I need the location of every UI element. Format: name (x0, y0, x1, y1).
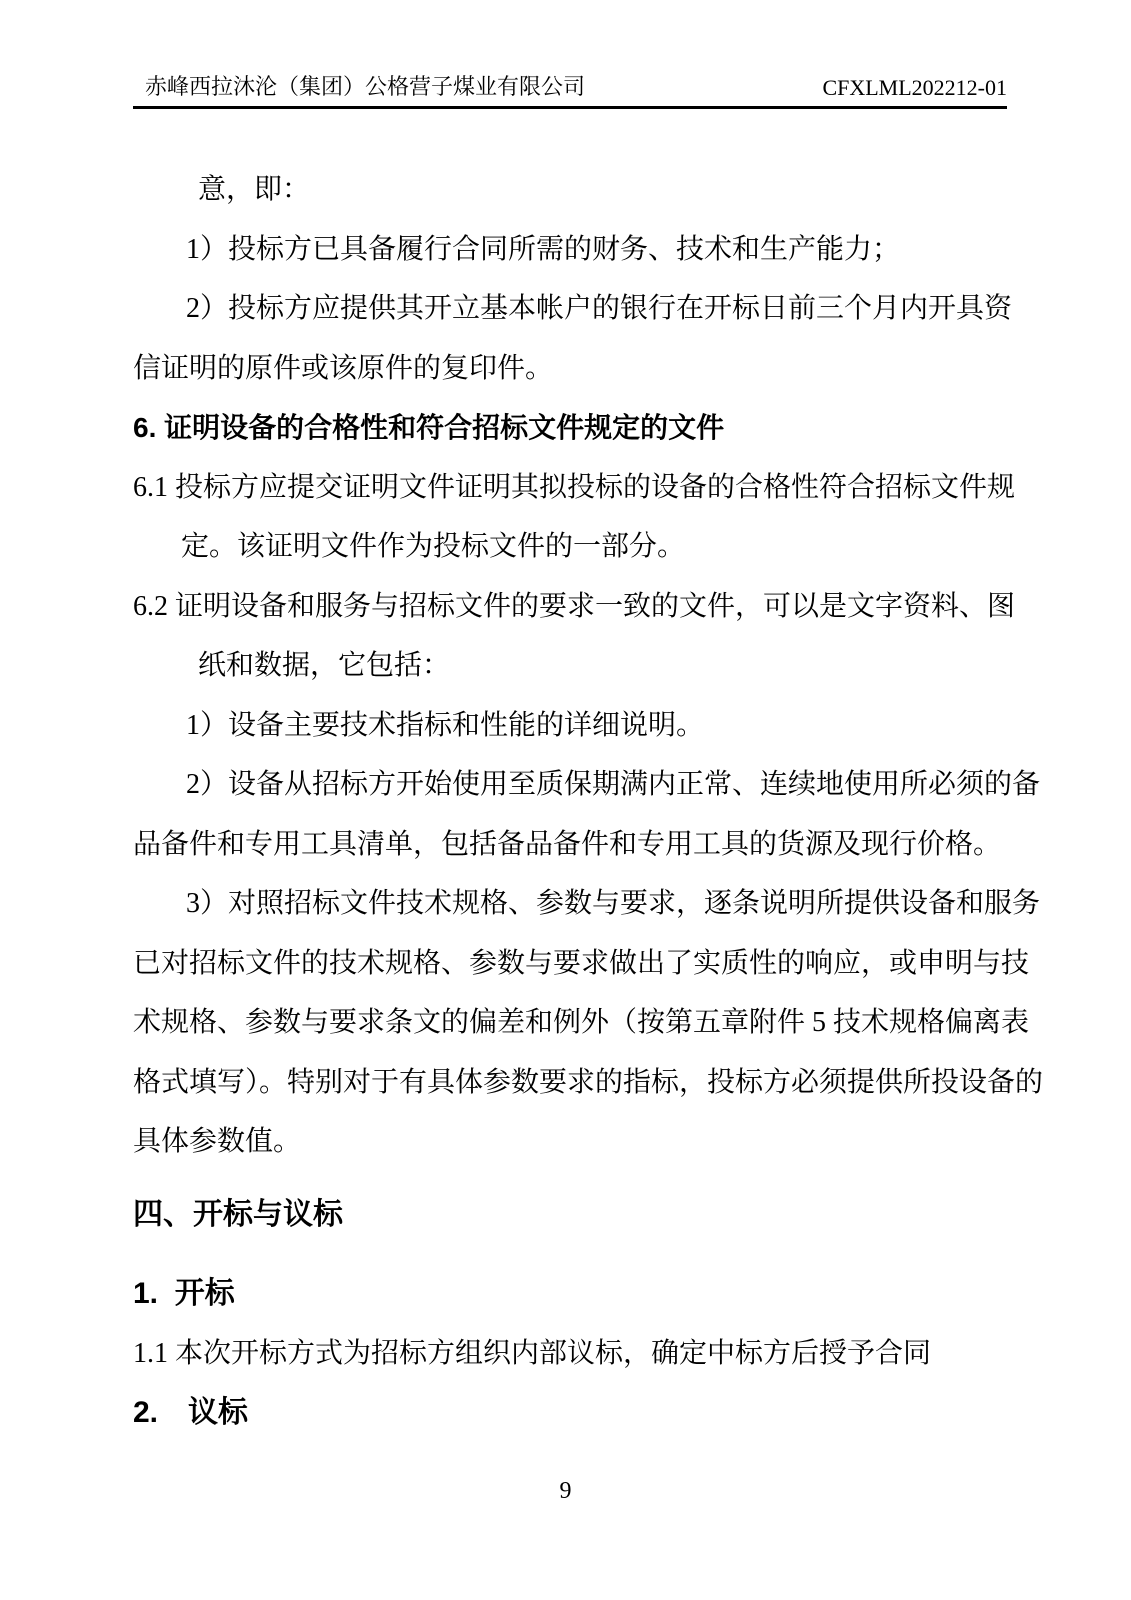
continuation-line: 具体参数值。 (133, 1126, 302, 1157)
continuation-line: 已对招标文件的技术规格、参数与要求做出了实质性的响应，或申明与技 (133, 947, 1030, 979)
heading-open-bid: 1. 开标 (133, 1276, 235, 1310)
clause-6-1-line: 6.1 投标方应提交证明文件证明其拟投标的设备的合格性符合招标文件规 (133, 471, 1016, 503)
continuation-line: 纸和数据，它包括： (198, 650, 451, 681)
page-header (133, 70, 1007, 109)
continuation-line: 定。该证明文件作为投标文件的一部分。 (181, 531, 686, 562)
list-item-line: 2）投标方应提供其开立基本帐户的银行在开标日前三个月内开具资 (186, 293, 1013, 324)
continuation-line: 品备件和专用工具清单，包括备品备件和专用工具的货源及现行价格。 (133, 828, 1002, 860)
section-heading-bid-opening: 四、开标与议标 (133, 1197, 343, 1231)
heading-clause-6: 6. 证明设备的合格性和符合招标文件规定的文件 (133, 412, 725, 443)
document-number: CFXLML202212-01 (822, 75, 1007, 100)
page-footer (0, 1478, 1131, 1505)
list-item-line: 3）对照招标文件技术规格、参数与要求，逐条说明所提供设备和服务 (186, 888, 1041, 919)
list-item-line: 1）设备主要技术指标和性能的详细说明。 (186, 709, 705, 741)
clause-1-1-line: 1.1 本次开标方式为招标方组织内部议标，确定中标方后授予合同 (133, 1337, 932, 1369)
document-body (133, 160, 1044, 1443)
page-number: 9 (559, 1478, 572, 1504)
company-name: 赤峰西拉沐沦（集团）公格营子煤业有限公司 (145, 74, 586, 99)
list-item-line: 1）投标方已具备履行合同所需的财务、技术和生产能力； (186, 233, 901, 265)
continuation-line: 信证明的原件或该原件的复印件。 (133, 352, 554, 384)
list-item-line: 2）设备从招标方开始使用至质保期满内正常、连续地使用所必须的备 (186, 769, 1041, 800)
continuation-line: 格式填写）。特别对于有具体参数要求的指标，投标方必须提供所投设备的 (133, 1066, 1044, 1098)
heading-negotiate-bid: 2. 议标 (133, 1396, 249, 1429)
continuation-line: 术规格、参数与要求条文的偏差和例外（按第五章附件 5 技术规格偏离表 (133, 1007, 1030, 1038)
paragraph-line: 意，即： (198, 174, 311, 205)
clause-6-2-line: 6.2 证明设备和服务与招标文件的要求一致的文件，可以是文字资料、图 (133, 590, 1016, 622)
